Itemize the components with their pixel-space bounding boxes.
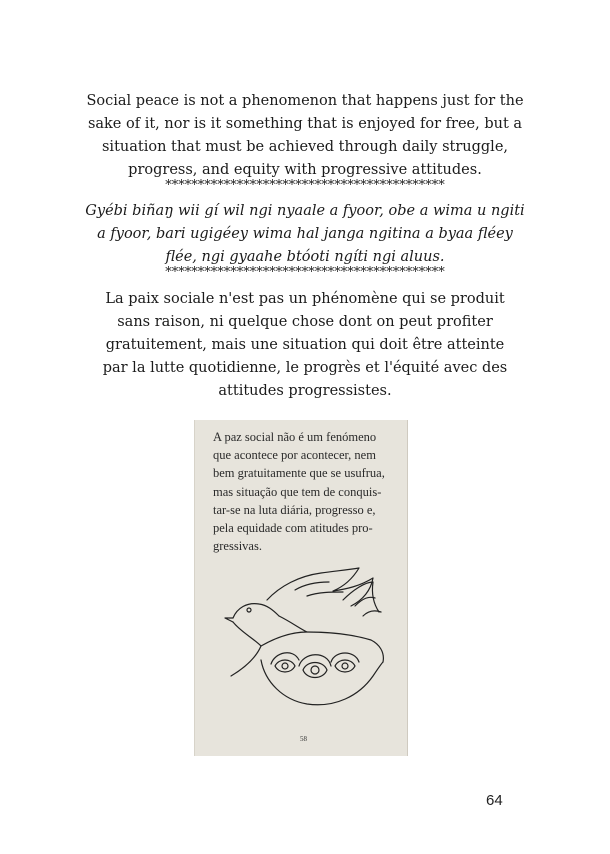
french-line: La paix sociale n'est pas un phénomène qui se produit	[105, 291, 505, 307]
english-line: progress, and equity with progressive attitudes.	[128, 162, 482, 178]
gyebi-line: Gyébi biñaŋ wii gí wil ngi nyaale a fyoor, obe a wima u ngiti	[85, 203, 525, 219]
portuguese-line: que acontece por acontecer, nem	[213, 448, 376, 463]
portuguese-line: pela equidade com atitudes pro-	[213, 521, 373, 536]
french-line: par la lutte quotidienne, le progrès et l'équité avec des	[102, 360, 508, 376]
dove-drawing-icon	[195, 420, 408, 756]
portuguese-line: A paz social não é um fenómeno	[213, 430, 377, 444]
gyebi-line: flée, ngi gyaahe btóoti ngíti ngi aluus.	[165, 249, 445, 265]
english-paragraph	[70, 90, 540, 182]
portuguese-line: tar-se na luta diária, progresso e,	[213, 502, 376, 517]
gyebi-line: a fyoor, bari ugigéey wima hal janga ngitina a byaa fléey	[97, 226, 513, 242]
english-line: situation that must be achieved through daily struggle,	[101, 139, 509, 155]
separator-stars: *******************************************	[165, 265, 445, 280]
french-paragraph	[70, 288, 540, 403]
french-line: sans raison, ni quelque chose dont on peut profiter	[117, 314, 493, 330]
portuguese-line: mas situação que tem de conquis-	[213, 484, 382, 499]
figure-page-number: 58	[300, 735, 307, 743]
english-line: Social peace is not a phenomenon that happens just for the	[86, 93, 524, 109]
french-line: attitudes progressistes.	[218, 383, 392, 399]
portuguese-line: gressivas.	[213, 539, 262, 554]
english-line: sake of it, nor is it something that is enjoyed for free, but a	[87, 116, 523, 132]
page-number: 64	[486, 792, 503, 809]
french-line: gratuitement, mais une situation qui doit être atteinte	[105, 337, 505, 353]
separator-stars: *******************************************	[165, 178, 445, 193]
portuguese-line: bem gratuitamente que se usufrua,	[213, 466, 385, 481]
gyebi-paragraph	[70, 200, 540, 269]
scanned-book-page-image	[194, 420, 408, 756]
